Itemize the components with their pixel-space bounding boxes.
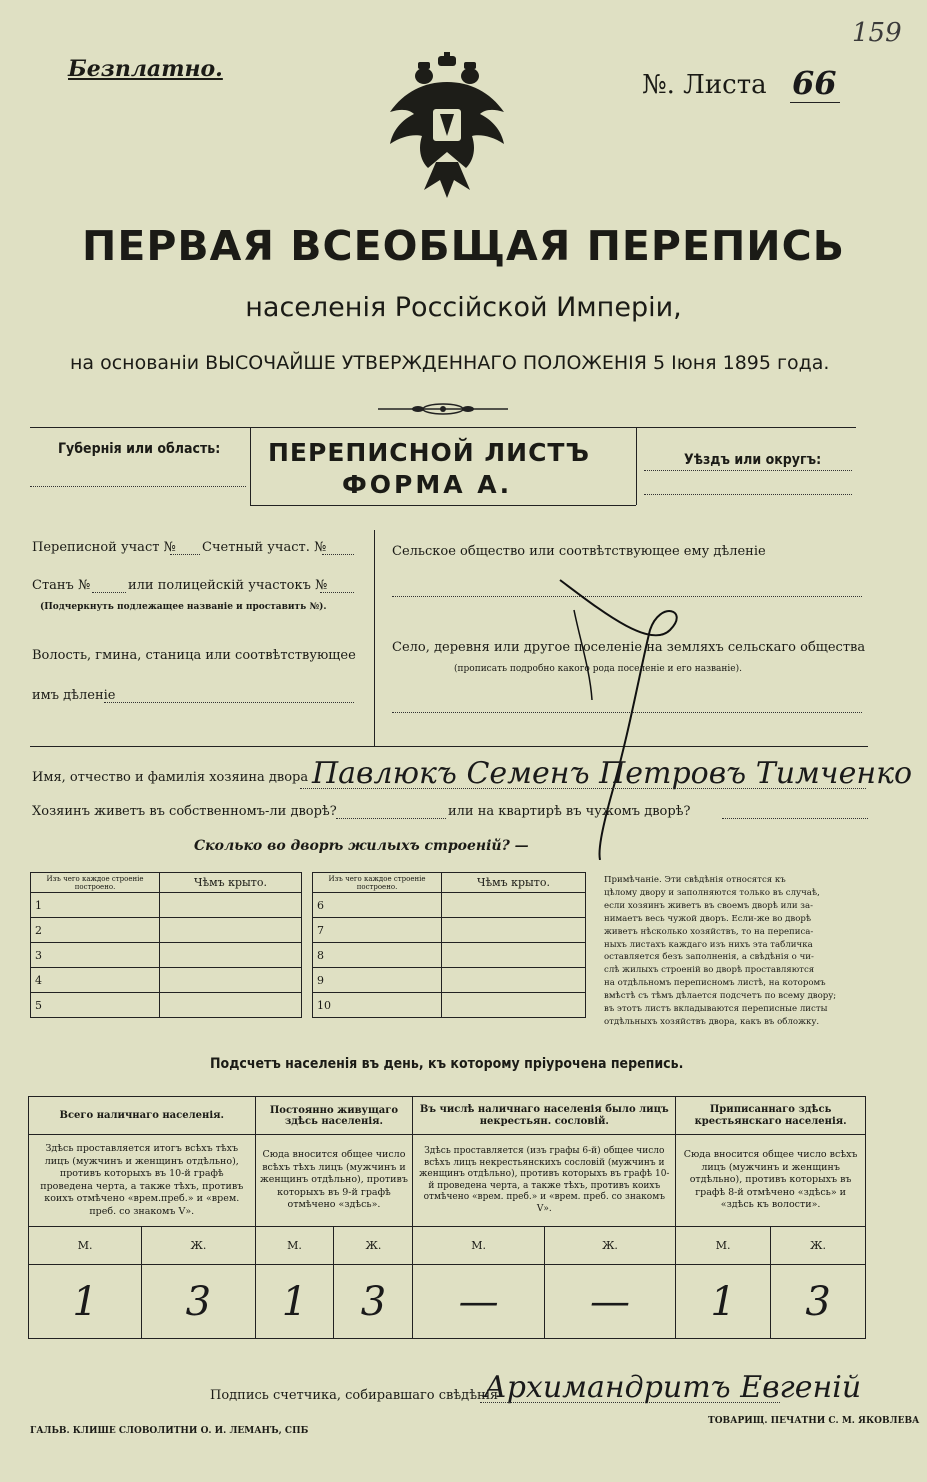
note-line: оставляется безъ заполненія, а свѣдѣнія о чи- — [604, 952, 814, 963]
count-description: Здѣсь проставляется итогъ всѣхъ тѣхъ лицъ (мужчинъ и женщинъ отдѣльно), противъ которыхъ въ 10-й графѣ проведена черта, а также тѣхъ, противъ коихъ отмѣчено «врем.преб.» и «врем. преб. со знакомъ V». — [29, 1135, 256, 1227]
buildings-row-label: 8 — [313, 943, 442, 968]
count-header: Въ числѣ наличнаго населенія было лицъ некрестьян. сословій. — [413, 1097, 676, 1135]
archive-page-number: 159 — [852, 18, 902, 48]
buildings-row-label: 2 — [31, 918, 160, 943]
buildings-row-label: 3 — [31, 943, 160, 968]
buildings-table-left — [30, 872, 302, 1018]
count-value[interactable]: 3 — [334, 1265, 413, 1339]
buildings-row-label: 1 — [31, 893, 160, 918]
count-value[interactable]: 3 — [142, 1265, 255, 1339]
male-subheader: М. — [255, 1227, 334, 1265]
legal-basis: на основаніи ВЫСОЧАЙШЕ УТВЕРЖДЕННАГО ПОЛОЖЕНІЯ 5 Іюня 1895 года. — [70, 352, 830, 374]
female-subheader: Ж. — [334, 1227, 413, 1265]
village-note: (прописать подробно какого рода поселеніе и его названіе). — [454, 664, 742, 674]
buildings-roof-cell[interactable] — [160, 993, 302, 1018]
note-line: въ этотъ листъ вкладываются переписные листы — [604, 1004, 828, 1015]
female-subheader: Ж. — [771, 1227, 866, 1265]
population-count-table — [28, 1096, 866, 1339]
counting-district-field[interactable] — [322, 554, 354, 555]
sheet-number-value: 66 — [792, 64, 837, 102]
buildings-col-made: Изъ чего каждое строеніе построено. — [31, 873, 160, 893]
note-line: если хозяинъ живетъ въ своемъ дворѣ или за- — [604, 900, 814, 911]
ornamental-divider — [378, 402, 508, 416]
count-description: Здѣсь проставляется (изъ графы 6-й) общее число всѣхъ лицъ некрестьянскихъ сословій (мужчинъ и женщинъ отдѣльно), противъ которыхъ въ графѣ 10-й проведена черта, а также тѣхъ, противъ коихъ отмѣчено «врем. преб.» и «врем. преб. со знакомъ V». — [413, 1135, 676, 1227]
double-headed-eagle-emblem — [384, 52, 510, 198]
buildings-roof-cell[interactable] — [442, 993, 586, 1018]
count-value[interactable]: 1 — [255, 1265, 334, 1339]
stan-field[interactable] — [92, 592, 126, 593]
printer-right: ТОВАРИЩ. ПЕЧАТНИ С. М. ЯКОВЛЕВА — [708, 1416, 920, 1426]
female-subheader: Ж. — [544, 1227, 675, 1265]
note-line: на отдѣльномъ переписномъ листѣ, на которомъ — [604, 978, 826, 989]
buildings-col-made: Изъ чего каждое строеніе построено. — [313, 873, 442, 893]
note-line: ныхъ листахъ каждаго изъ нихъ эта табличка — [604, 939, 813, 950]
count-description: Сюда вносится общее число всѣхъ тѣхъ лицъ (мужчинъ и женщинъ отдѣльно), противъ которыхъ въ 9-й графѣ отмѣчено «здѣсь». — [255, 1135, 413, 1227]
form-subtitle: населенія Россійской Имперіи, — [245, 292, 682, 323]
gubernia-label: Губернія или область: — [58, 441, 221, 457]
printer-left: ГАЛЬВ. КЛИШЕ СЛОВОЛИТНИ О. И. ЛЕМАНЪ, СПБ — [30, 1426, 309, 1436]
buildings-row-label: 6 — [313, 893, 442, 918]
buildings-roof-cell[interactable] — [442, 893, 586, 918]
note-line: нимаетъ весь чужой дворъ. Если-же во дворѣ — [604, 913, 812, 924]
note-line: Примѣчаніе. Эти свѣдѣнія относятся къ — [604, 875, 786, 885]
note-line: цѣлому двору и заполняются только въ случаѣ, — [604, 887, 820, 898]
census-district-label: Переписной участ № — [32, 540, 176, 555]
buildings-table-right — [312, 872, 586, 1018]
village-label: Село, деревня или другое поселеніе на земляхъ сельскаго общества — [392, 640, 866, 655]
buildings-roof-cell[interactable] — [442, 918, 586, 943]
lives-own-yard-field[interactable] — [336, 818, 446, 819]
note-line: слѣ жилыхъ строеній во дворѣ проставляются — [604, 965, 815, 976]
owner-name-value: Павлюкъ Семенъ Петровъ Тимченко — [312, 756, 913, 791]
count-header: Всего наличнаго населенія. — [29, 1097, 256, 1135]
note-line: отдѣльныхъ хозяйствъ двора, какъ въ обложку. — [604, 1016, 820, 1027]
buildings-roof-cell[interactable] — [442, 968, 586, 993]
buildings-roof-cell[interactable] — [442, 943, 586, 968]
buildings-row-label: 9 — [313, 968, 442, 993]
count-value[interactable]: 1 — [29, 1265, 142, 1339]
count-value[interactable]: 3 — [771, 1265, 866, 1339]
note-line: живетъ нѣсколько хозяйствъ, то на переписа- — [604, 926, 814, 937]
signature-label: Подпись счетчика, собиравшаго свѣдѣнія — [210, 1388, 499, 1403]
volost-field[interactable] — [104, 702, 354, 703]
buildings-col-roof: Чѣмъ крыто. — [160, 873, 302, 893]
lives-rented-field[interactable] — [722, 818, 868, 819]
buildings-row-label: 4 — [31, 968, 160, 993]
stan-label: Станъ № — [32, 578, 91, 593]
police-district-label: или полицейскій участокъ № — [128, 578, 328, 593]
buildings-row-label: 5 — [31, 993, 160, 1018]
male-subheader: М. — [29, 1227, 142, 1265]
counting-district-label: Счетный участ. № — [202, 540, 327, 555]
form-title: ПЕРВАЯ ВСЕОБЩАЯ ПЕРЕПИСЬ — [82, 222, 845, 270]
buildings-roof-cell[interactable] — [160, 918, 302, 943]
count-header: Постоянно живущаго здѣсь населенія. — [255, 1097, 413, 1135]
buildings-roof-cell[interactable] — [160, 943, 302, 968]
male-subheader: М. — [413, 1227, 544, 1265]
buildings-col-roof: Чѣмъ крыто. — [442, 873, 586, 893]
count-value[interactable]: — — [413, 1265, 544, 1339]
note-line: вмѣстѣ съ тѣмъ дѣлается подсчетъ по всему двору; — [604, 991, 837, 1002]
lives-rented-label: или на квартирѣ въ чужомъ дворѣ? — [448, 804, 691, 819]
volost-label: Волость, гмина, станица или соотвѣтствующее — [32, 648, 356, 663]
signature-value: Архимандритъ Евгеній — [484, 1370, 862, 1405]
buildings-row-label: 10 — [313, 993, 442, 1018]
male-subheader: М. — [676, 1227, 771, 1265]
count-title: Подсчетъ населенія въ день, къ которому пріурочена перепись. — [210, 1056, 684, 1072]
form-variant: ФОРМА А. — [342, 470, 513, 499]
sheet-number-label: №. Листа — [642, 70, 767, 100]
buildings-roof-cell[interactable] — [160, 893, 302, 918]
female-subheader: Ж. — [142, 1227, 255, 1265]
buildings-row-label: 7 — [313, 918, 442, 943]
count-value[interactable]: 1 — [676, 1265, 771, 1339]
uezd-label: Уѣздъ или округъ: — [684, 452, 822, 468]
stan-note: (Подчеркнуть подлежащее названіе и проставить №). — [40, 602, 327, 612]
census-district-field[interactable] — [170, 554, 200, 555]
owner-name-label: Имя, отчество и фамилія хозяина двора — [32, 770, 309, 785]
count-value[interactable]: — — [544, 1265, 675, 1339]
form-name: ПЕРЕПИСНОЙ ЛИСТЪ — [268, 438, 590, 467]
count-header: Приписаннаго здѣсь крестьянскаго населенія. — [676, 1097, 866, 1135]
note-block — [604, 874, 836, 1029]
lives-own-yard-label: Хозяинъ живетъ въ собственномъ-ли дворѣ? — [32, 804, 337, 819]
buildings-roof-cell[interactable] — [160, 968, 302, 993]
volost-label-cont: имъ дѣленіе — [32, 688, 116, 703]
free-label: Безплатно. — [68, 56, 223, 82]
count-description: Сюда вносится общее число всѣхъ лицъ (мужчинъ и женщинъ отдѣльно), противъ которыхъ въ графѣ 8-й отмѣчено «здѣсь» и «здѣсь къ волости». — [676, 1135, 866, 1227]
rural-society-label: Сельское общество или соотвѣтствующее ему дѣленіе — [392, 544, 766, 559]
police-district-field[interactable] — [320, 592, 354, 593]
buildings-question: Сколько во дворѣ жилыхъ строеній? — — [194, 838, 529, 854]
